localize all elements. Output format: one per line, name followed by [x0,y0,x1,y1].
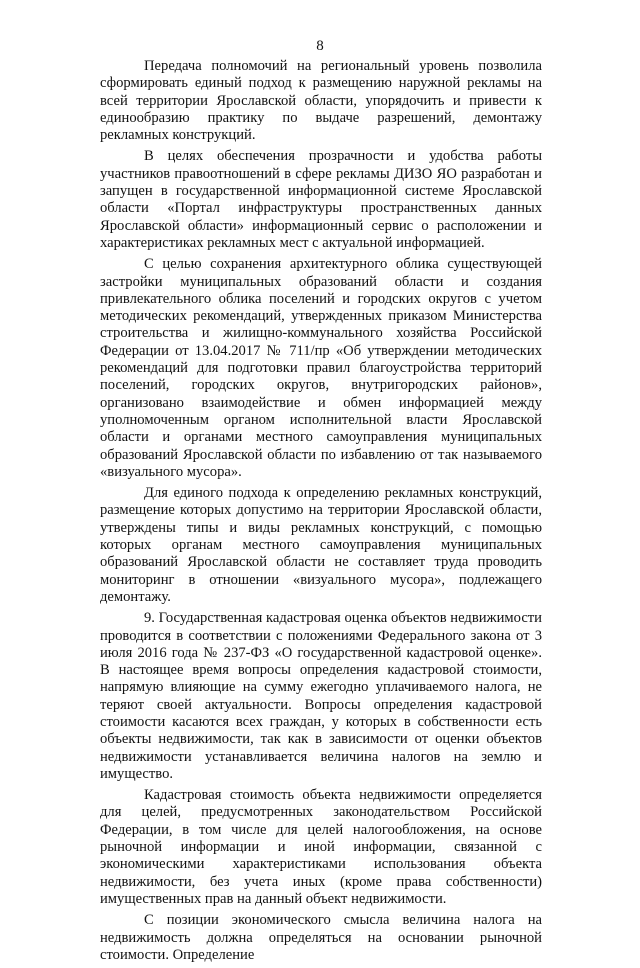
page-number: 8 [316,38,324,54]
paragraph-architectural-appearance: С целью сохранения архитектурного облика существующей застройки муниципальных образований области и создания привлекательного облика поселений и городских округов с учетом методических рекомендаций, утвержденных приказом Министерства строительства и жилищно-коммунального хозяйства Российской Федерации от 13.04.2017 № 711/пр «Об утверждении методических рекомендаций для подготовки правил благоустройства территорий поселений, городских округов, внутригородских районов», организовано взаимодействие и обмен информацией между уполномоченным органом исполнительной власти Ярославской области и органами местного самоуправления муниципальных образований Ярославской области по избавлению от так называемого «визуального мусора». [100,256,542,480]
paragraph-advertising-types: Для единого подхода к определению рекламных конструкций, размещение которых допустимо на территории Ярославской области, утверждены типы и виды рекламных конструкций, с помощью которых органам местного самоуправления муниципальных образований Ярославской области не составляет труда проводить мониторинг в отношении «визуального мусора», подлежащего демонтажу. [100,485,542,605]
paragraph-regional-powers: Передача полномочий на региональный уровень позволила сформировать единый подход к размещению наружной рекламы на всей территории Ярославской области, упорядочить и привести к единообразию практику по выдаче разрешений, демонтажу рекламных конструкций. [100,58,542,144]
paragraph-cadastral-value-definition: Кадастровая стоимость объекта недвижимости определяется для целей, предусмотренных законодательством Российской Федерации, в том числе для целей налогообложения, на основе рыночной информации и иной информации, связанной с экономическими характеристиками использования объекта недвижимости, без учета иных (кроме права собственности) имущественных прав на данный объект недвижимости. [100,787,542,907]
document-body [100,58,542,968]
paragraph-cadastral-valuation: 9. Государственная кадастровая оценка объектов недвижимости проводится в соответствии с положениями Федерального закона от 3 июля 2016 года № 237-ФЗ «О государственной кадастровой оценке». В настоящее время вопросы определения кадастровой стоимости, напрямую влияющие на сумму ежегодно уплачиваемого налога, не теряют своей актуальности. Вопросы определения кадастровой стоимости касаются всех граждан, у которых в собственности есть объекты недвижимости, так как в зависимости от оценки объектов недвижимости устанавливается величина налогов на землю и имущество. [100,610,542,782]
paragraph-info-service: В целях обеспечения прозрачности и удобства работы участников правоотношений в сфере рекламы ДИЗО ЯО разработан и запущен в государственной информационной системе Ярославской области «Портал инфраструктуры пространственных данных Ярославской области» информационный сервис о расположении и характеристиках рекламных мест с актуальной информацией. [100,148,542,251]
paragraph-tax-economic-meaning: С позиции экономического смысла величина налога на недвижимость должна определяться на основании рыночной стоимости. Определение [100,912,542,963]
